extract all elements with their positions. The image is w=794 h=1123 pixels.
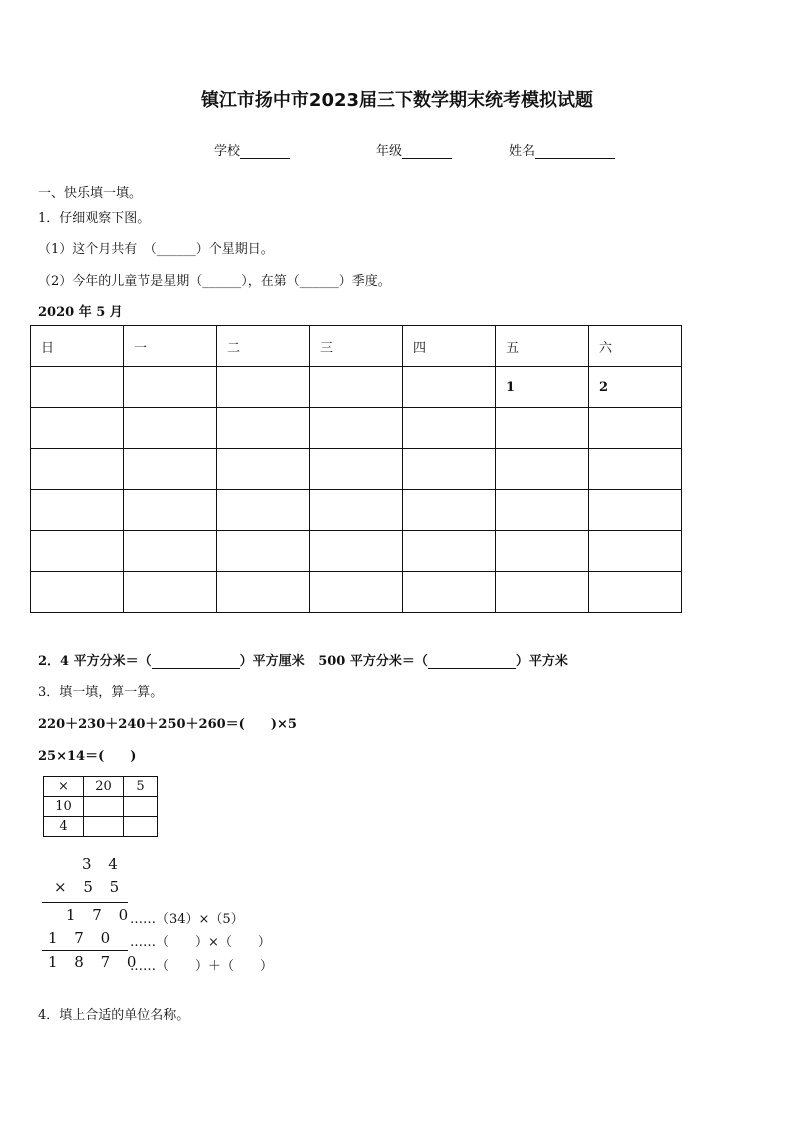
vertical-partial1: 1 7 0 bbox=[66, 906, 135, 924]
q3-stem: 3．填一填，算一算。 bbox=[38, 685, 164, 700]
calendar-cell[interactable] bbox=[310, 408, 403, 449]
calendar-cell[interactable] bbox=[589, 408, 682, 449]
grid-header-row bbox=[44, 777, 158, 797]
q1-part1: （1）这个月共有 （______）个星期日。 bbox=[38, 242, 274, 257]
calendar-header-row bbox=[31, 326, 682, 367]
vertical-rule-1 bbox=[42, 902, 128, 903]
q3-expr2: 25×14＝( ) bbox=[38, 749, 137, 764]
weekday-wed: 三 bbox=[310, 326, 403, 367]
vertical-partial2: 1 7 0 bbox=[48, 929, 117, 947]
q2-answer-a[interactable] bbox=[152, 654, 240, 669]
vertical-rule-2 bbox=[42, 950, 128, 951]
vertical-multiplier: × 5 5 bbox=[54, 878, 126, 896]
calendar-cell[interactable] bbox=[310, 572, 403, 613]
calendar-cell[interactable] bbox=[589, 531, 682, 572]
grid-answer-cell[interactable] bbox=[84, 817, 124, 837]
weekday-tue: 二 bbox=[217, 326, 310, 367]
calendar-cell[interactable] bbox=[403, 408, 496, 449]
name-label: 姓名 bbox=[509, 144, 536, 159]
calendar-cell[interactable] bbox=[124, 449, 217, 490]
calendar-row bbox=[31, 367, 682, 408]
vertical-partial1-note: ……（34）×（5） bbox=[130, 912, 244, 927]
calendar-cell[interactable] bbox=[310, 490, 403, 531]
q2-part-b-prefix: 500 平方分米＝（ bbox=[318, 654, 428, 669]
calendar-cell[interactable] bbox=[124, 531, 217, 572]
school-label: 学校 bbox=[214, 144, 241, 159]
name-field bbox=[509, 140, 615, 159]
calendar-cell[interactable] bbox=[403, 572, 496, 613]
grade-blank[interactable] bbox=[402, 144, 452, 159]
calendar-table bbox=[30, 325, 682, 613]
calendar-cell[interactable] bbox=[496, 531, 589, 572]
calendar-cell[interactable] bbox=[496, 408, 589, 449]
calendar-cell[interactable] bbox=[496, 449, 589, 490]
calendar-cell[interactable] bbox=[496, 572, 589, 613]
calendar-cell[interactable] bbox=[31, 408, 124, 449]
calendar-row bbox=[31, 490, 682, 531]
calendar-cell[interactable] bbox=[217, 531, 310, 572]
grid-answer-cell[interactable] bbox=[84, 797, 124, 817]
calendar-cell[interactable] bbox=[589, 449, 682, 490]
grid-answer-cell[interactable] bbox=[124, 817, 158, 837]
vertical-result-note[interactable]: ……（ ）＋（ ） bbox=[130, 959, 274, 974]
grade-label: 年级 bbox=[376, 144, 403, 159]
calendar-cell[interactable] bbox=[496, 490, 589, 531]
grid-answer-cell[interactable] bbox=[124, 797, 158, 817]
calendar-cell[interactable] bbox=[589, 572, 682, 613]
calendar-cell[interactable] bbox=[310, 449, 403, 490]
multiplication-grid bbox=[43, 776, 158, 837]
q2-part-b-suffix: ）平方米 bbox=[515, 654, 568, 669]
calendar-cell[interactable] bbox=[31, 572, 124, 613]
vertical-partial2-note[interactable]: ……（ ）×（ ） bbox=[130, 935, 271, 950]
q2-part-a-prefix: 2．4 平方分米＝（ bbox=[38, 654, 152, 669]
section-heading: 一、快乐填一填。 bbox=[38, 186, 143, 201]
grid-row bbox=[44, 817, 158, 837]
q2-line bbox=[38, 650, 568, 669]
school-field bbox=[214, 140, 290, 159]
calendar-cell[interactable] bbox=[31, 449, 124, 490]
calendar-cell: 2 bbox=[589, 367, 682, 408]
q2-answer-b[interactable] bbox=[428, 654, 516, 669]
grade-field bbox=[376, 140, 452, 159]
calendar-row bbox=[31, 572, 682, 613]
calendar-cell[interactable] bbox=[31, 531, 124, 572]
weekday-sun: 日 bbox=[31, 326, 124, 367]
calendar-cell[interactable] bbox=[589, 490, 682, 531]
calendar-cell bbox=[310, 367, 403, 408]
calendar-cell bbox=[124, 367, 217, 408]
weekday-sat: 六 bbox=[589, 326, 682, 367]
vertical-result: 1 8 7 0 bbox=[48, 953, 143, 971]
calendar-cell[interactable] bbox=[403, 531, 496, 572]
calendar-cell[interactable] bbox=[403, 449, 496, 490]
weekday-mon: 一 bbox=[124, 326, 217, 367]
grid-times-symbol: × bbox=[44, 777, 84, 797]
calendar-cell[interactable] bbox=[124, 572, 217, 613]
calendar-cell bbox=[31, 367, 124, 408]
calendar-cell[interactable] bbox=[31, 490, 124, 531]
calendar-cell bbox=[403, 367, 496, 408]
vertical-multiplicand: 3 4 bbox=[82, 855, 124, 873]
calendar-cell[interactable] bbox=[217, 449, 310, 490]
q1-stem: 1．仔细观察下图。 bbox=[38, 211, 151, 226]
calendar-cell[interactable] bbox=[217, 490, 310, 531]
q3-expr1: 220＋230＋240＋250＋260＝( )×5 bbox=[38, 717, 297, 732]
calendar-cell[interactable] bbox=[403, 490, 496, 531]
weekday-fri: 五 bbox=[496, 326, 589, 367]
grid-row-label: 10 bbox=[44, 797, 84, 817]
grid-row-label: 4 bbox=[44, 817, 84, 837]
calendar-cell: 1 bbox=[496, 367, 589, 408]
calendar-cell[interactable] bbox=[310, 531, 403, 572]
page-title: 镇江市扬中市2023届三下数学期末统考模拟试题 bbox=[200, 90, 594, 111]
school-blank[interactable] bbox=[240, 144, 290, 159]
calendar-cell[interactable] bbox=[124, 490, 217, 531]
calendar-cell[interactable] bbox=[217, 408, 310, 449]
calendar-title: 2020 年 5 月 bbox=[38, 305, 123, 320]
grid-header-cell: 5 bbox=[124, 777, 158, 797]
calendar-cell[interactable] bbox=[124, 408, 217, 449]
weekday-thu: 四 bbox=[403, 326, 496, 367]
calendar-row bbox=[31, 408, 682, 449]
calendar-cell bbox=[217, 367, 310, 408]
calendar-row bbox=[31, 449, 682, 490]
grid-header-cell: 20 bbox=[84, 777, 124, 797]
q4-stem: 4．填上合适的单位名称。 bbox=[38, 1008, 190, 1023]
name-blank[interactable] bbox=[535, 144, 615, 159]
grid-row bbox=[44, 797, 158, 817]
q2-part-a-suffix: ）平方厘米 bbox=[239, 654, 305, 669]
calendar-cell[interactable] bbox=[217, 572, 310, 613]
q1-part2: （2）今年的儿童节是星期（______），在第（______）季度。 bbox=[38, 274, 391, 289]
calendar-row bbox=[31, 531, 682, 572]
